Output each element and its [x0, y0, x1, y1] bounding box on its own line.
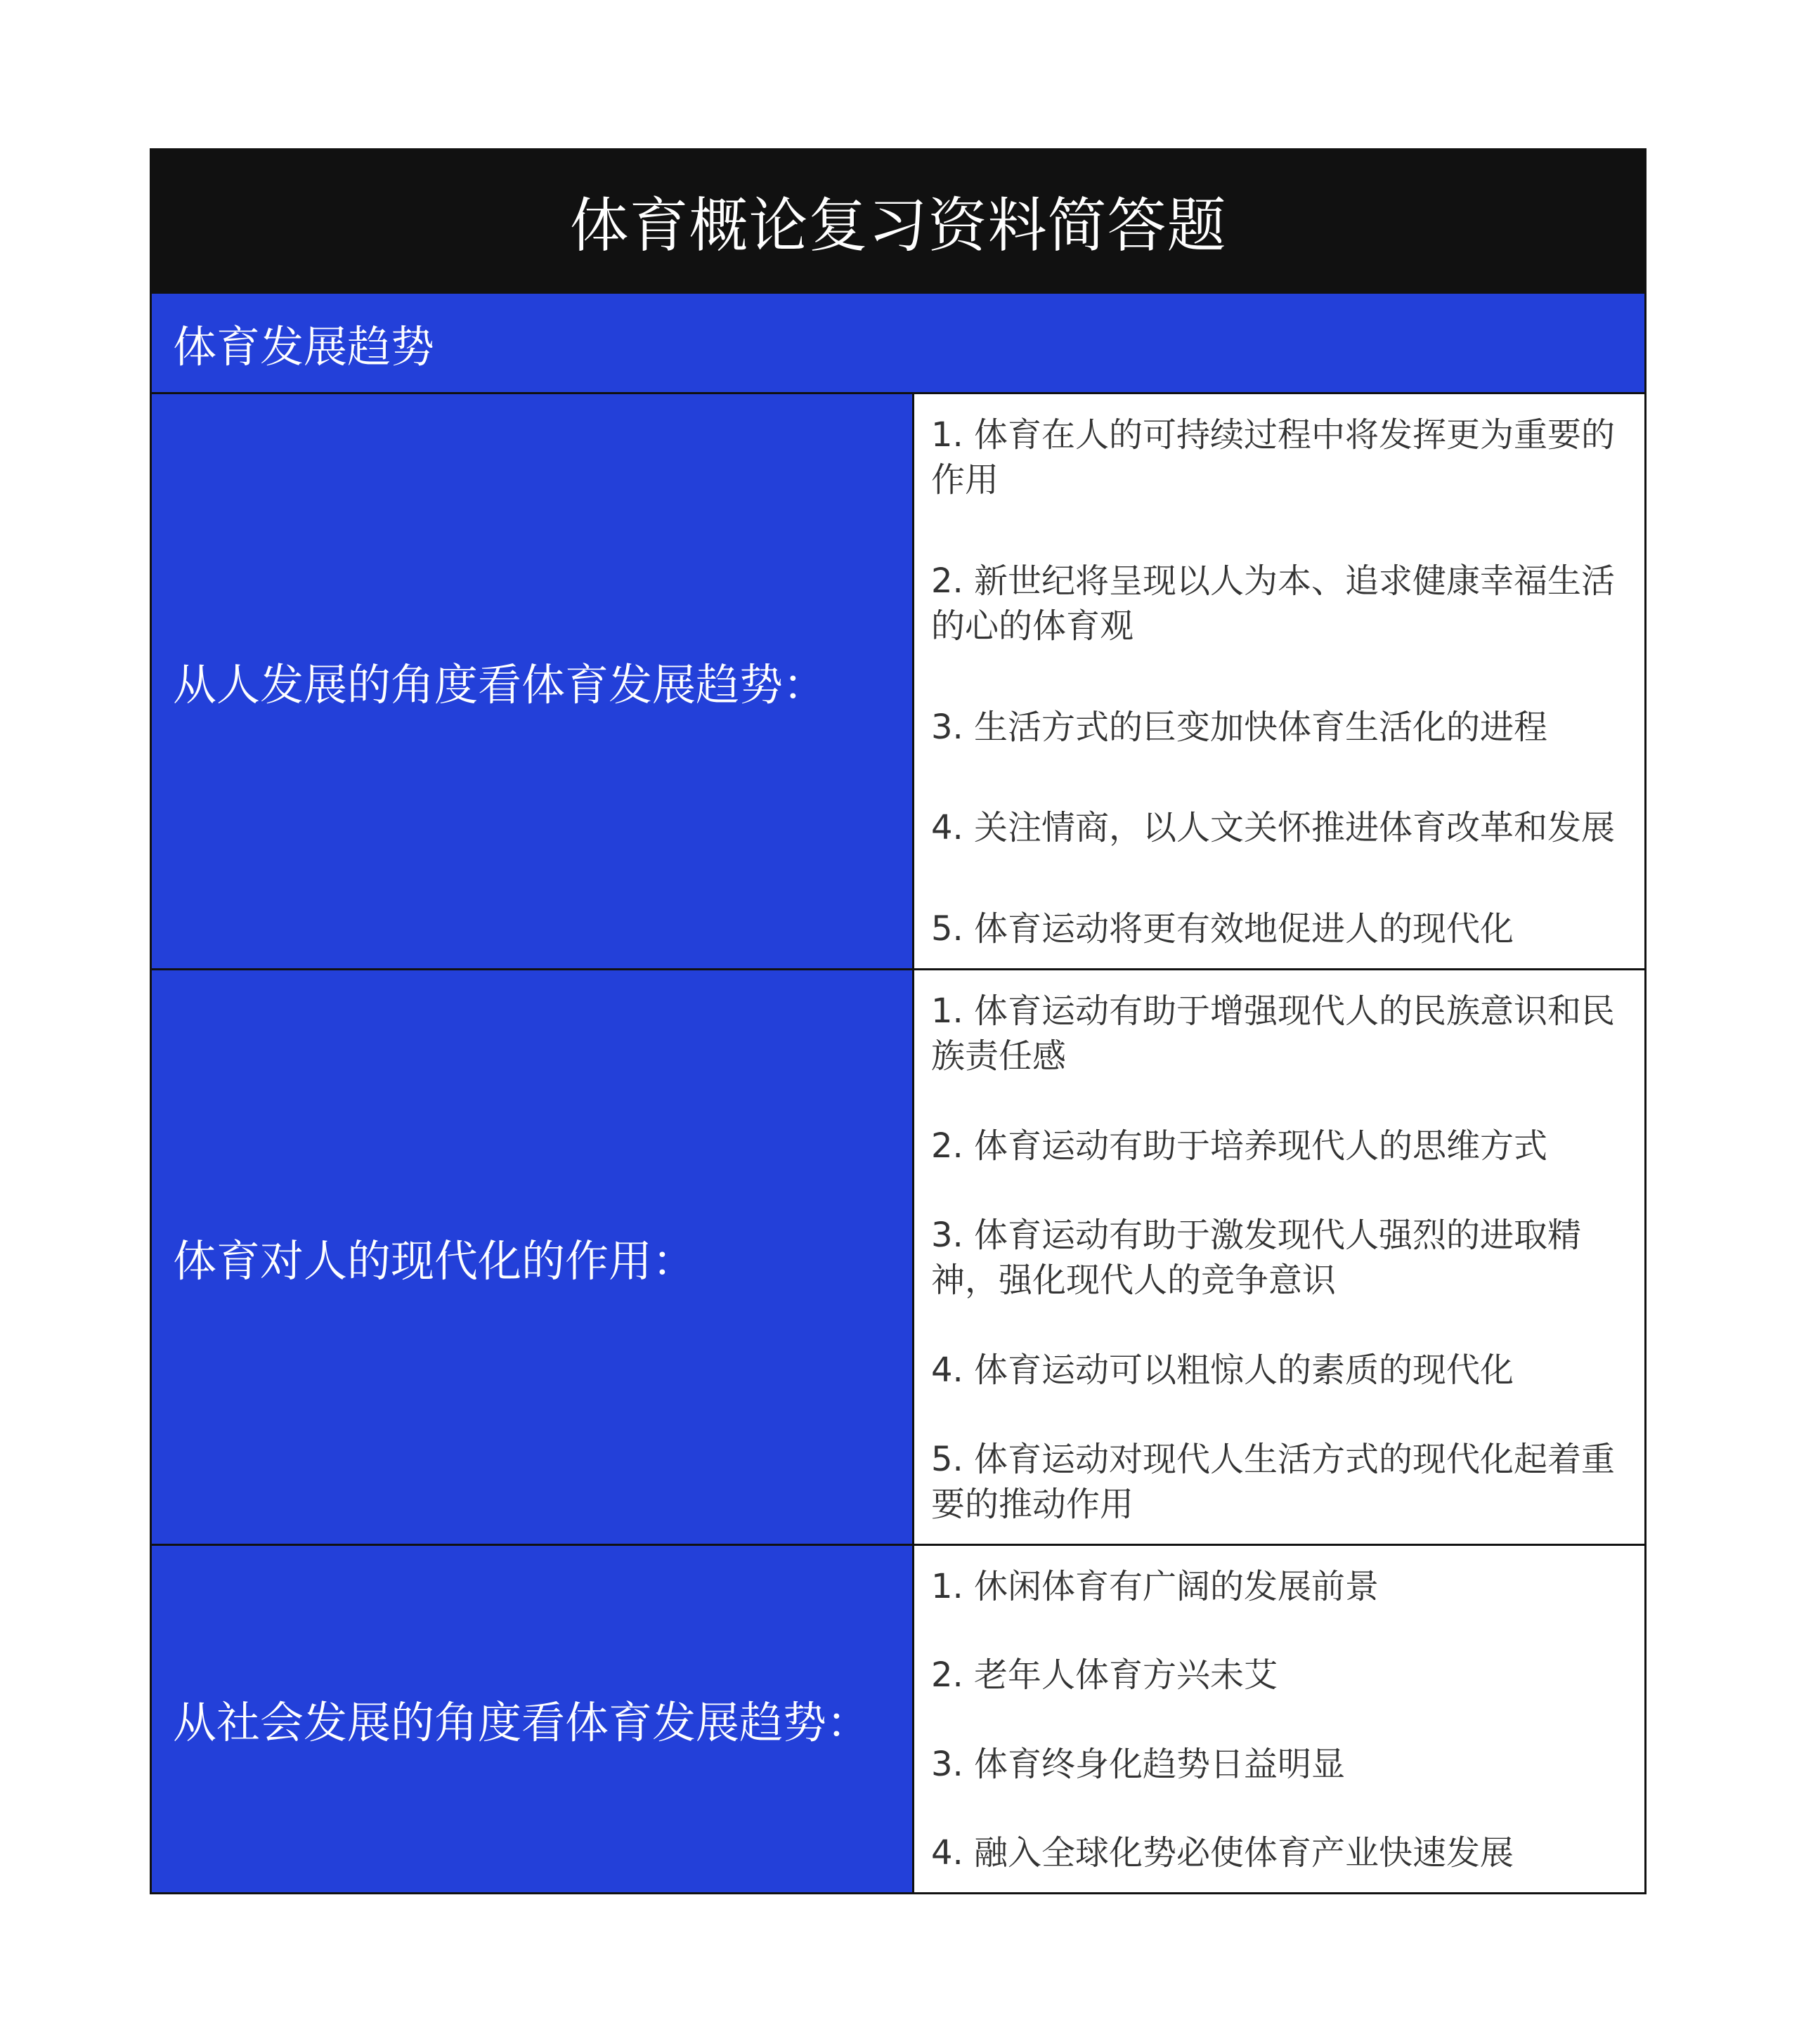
topic-items	[914, 394, 1644, 968]
list-item: 2. 新世纪将呈现以人为本、追求健康幸福生活的心的体育观	[931, 561, 1616, 646]
topic-items	[914, 970, 1644, 1544]
list-item: 1. 休闲体育有广阔的发展前景	[931, 1567, 1379, 1606]
list-item: 4. 体育运动可以粗惊人的素质的现代化	[931, 1350, 1514, 1390]
topic-label: 体育对人的现代化的作用：	[152, 970, 914, 1544]
list-item: 2. 体育运动有助于培养现代人的思维方式	[931, 1126, 1548, 1166]
topic-row	[152, 970, 1644, 1546]
topic-row	[152, 1546, 1644, 1892]
list-item: 3. 体育终身化趋势日益明显	[931, 1744, 1346, 1784]
list-item: 2. 老年人体育方兴未艾	[931, 1655, 1278, 1695]
topic-items	[914, 1546, 1644, 1892]
topic-label: 从人发展的角度看体育发展趋势：	[152, 394, 914, 968]
list-item: 4. 关注情商，以人文关怀推进体育改革和发展	[931, 808, 1616, 848]
list-item: 5. 体育运动对现代人生活方式的现代化起着重要的推动作用	[931, 1440, 1616, 1524]
list-item: 1. 体育在人的可持续过程中将发挥更为重要的作用	[931, 415, 1616, 500]
topic-label: 从社会发展的角度看体育发展趋势：	[152, 1546, 914, 1892]
list-item: 4. 融入全球化势必使体育产业快速发展	[931, 1833, 1514, 1873]
page-title: 体育概论复习资料简答题	[152, 150, 1644, 292]
list-item: 3. 体育运动有助于激发现代人强烈的进取精神，强化现代人的竞争意识	[931, 1216, 1582, 1300]
list-item: 5. 体育运动将更有效地促进人的现代化	[931, 909, 1514, 949]
outline-table	[150, 148, 1647, 1894]
list-item: 3. 生活方式的巨变加快体育生活化的进程	[931, 707, 1548, 747]
list-item: 1. 体育运动有助于增强现代人的民族意识和民族责任感	[931, 991, 1616, 1076]
topic-row	[152, 394, 1644, 970]
section-heading: 体育发展趋势	[152, 292, 1644, 394]
